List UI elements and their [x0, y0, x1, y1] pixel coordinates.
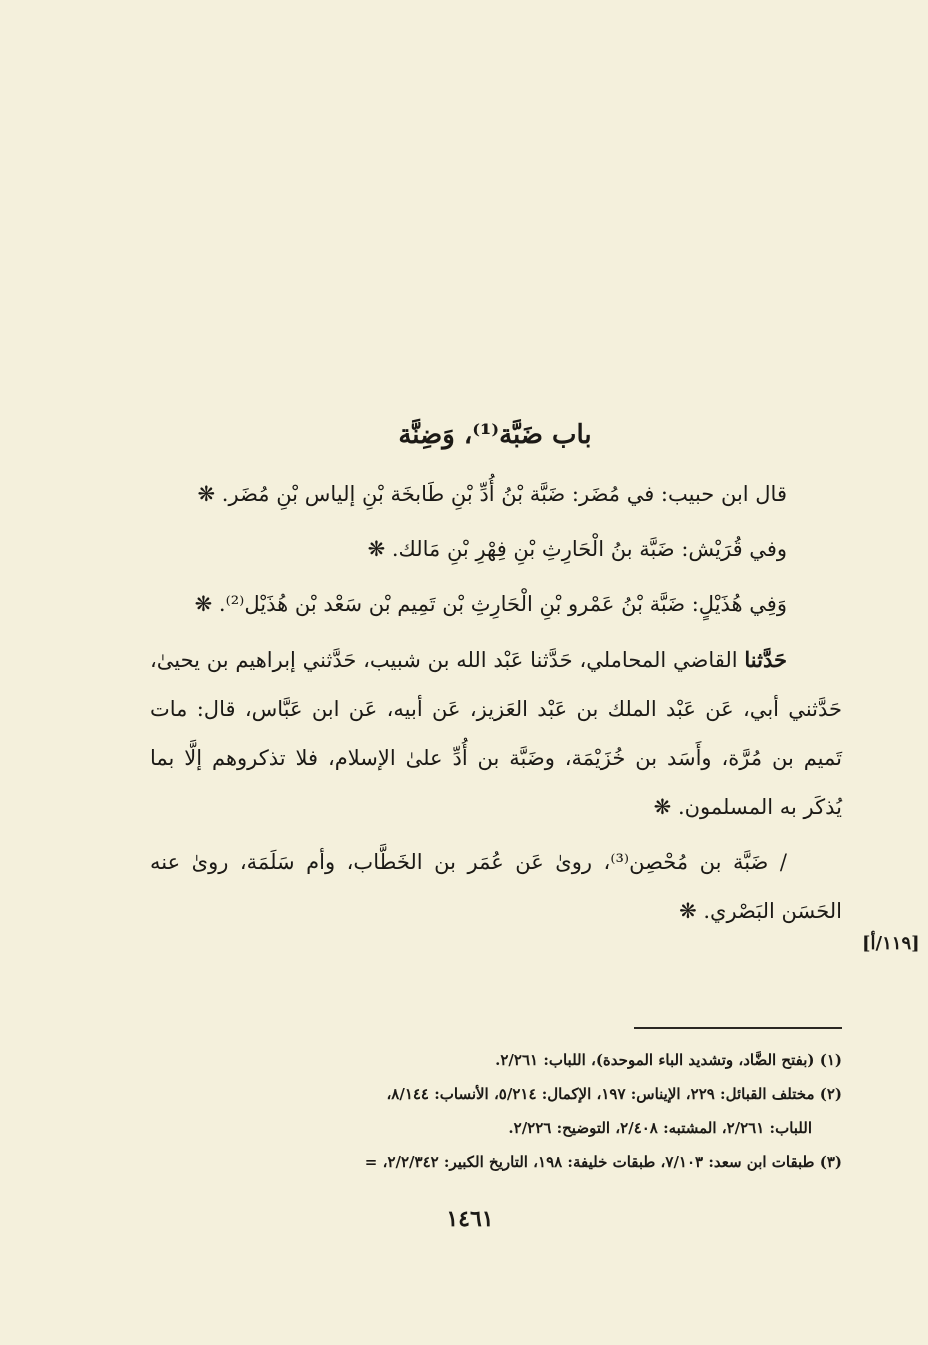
paragraph-hadith [150, 635, 842, 832]
paragraph-entry: / ضَبَّة بن مُحْصِن⁽³⁾، روىٰ عَن عُمَر بن الخَطَّاب، وأم سَلَمَة، روىٰ عنه الحَسَن البَصْري. ❋ [150, 850, 842, 923]
footnote-1: (١) (بفتح الضَّاد، وتشديد الباء الموحدة)، اللباب: ٢/٢٦١. [495, 1051, 842, 1069]
footnote-divider [634, 1027, 842, 1029]
hadith-text: القاضي المحاملي، حَدَّثنا عَبْد الله بن شبيب، حَدَّثني إبراهيم بن يحيىٰ، حَدَّثني أبي، عَن عَبْد الملك بن عَبْد العَزيز، عَن أبيه، عَن ابن عَبَّاس، قال: مات تَميم بن مُرَّة، وأَسَد بن خُزَيْمَة، وضَبَّة بن أُدِّ علىٰ الإسلام، فلا تذكروهم إلَّا بما يُذكَر به المسلمون. ❋ [150, 648, 842, 819]
footnote-2: (٢) مختلف القبائل: ٢٢٩، الإيناس: ١٩٧، الإكمال: ٥/٢١٤، الأنساب: ٨/١٤٤، [386, 1085, 842, 1103]
page-number: ١٤٦١ [446, 1206, 494, 1232]
paragraph-quraysh: وفي قُرَيْش: ضَبَّة بنُ الْحَارِثِ بْنِ فِهْرِ بْنِ مَالك. ❋ [367, 537, 787, 561]
paragraph-hudhayl: وَفِي هُذَيْلٍ: ضَبَّة بْنُ عَمْرو بْنِ الْحَارِثِ بْن تَمِيم بْن سَعْد بْن هُذَيْل⁽²⁾. ❋ [194, 592, 787, 616]
main-text [150, 470, 842, 942]
paragraph-mudar: قال ابن حبيب: في مُضَر: ضَبَّة بْنُ أُدِّ بْنِ طَابخَة بْنِ إلياس بْنِ مُضَر. ❋ [197, 482, 787, 506]
hadith-lead: حَدَّثنا [744, 647, 787, 672]
footnote-3: (٣) طبقات ابن سعد: ٧/١٠٣، طبقات خليفة: ١٩٨، التاريخ الكبير: ٢/٢/٣٤٢، = [364, 1153, 842, 1171]
footnotes [150, 1043, 842, 1179]
folio-reference: [١١٩/أ] [862, 933, 920, 954]
chapter-title: باب ضَبَّة⁽¹⁾، وَضِنَّة [398, 420, 592, 450]
footnote-2-continued: اللباب: ٢/٢٦١، المشتبه: ٢/٤٠٨، التوضيح: ٢/٢٢٦. [508, 1119, 812, 1137]
